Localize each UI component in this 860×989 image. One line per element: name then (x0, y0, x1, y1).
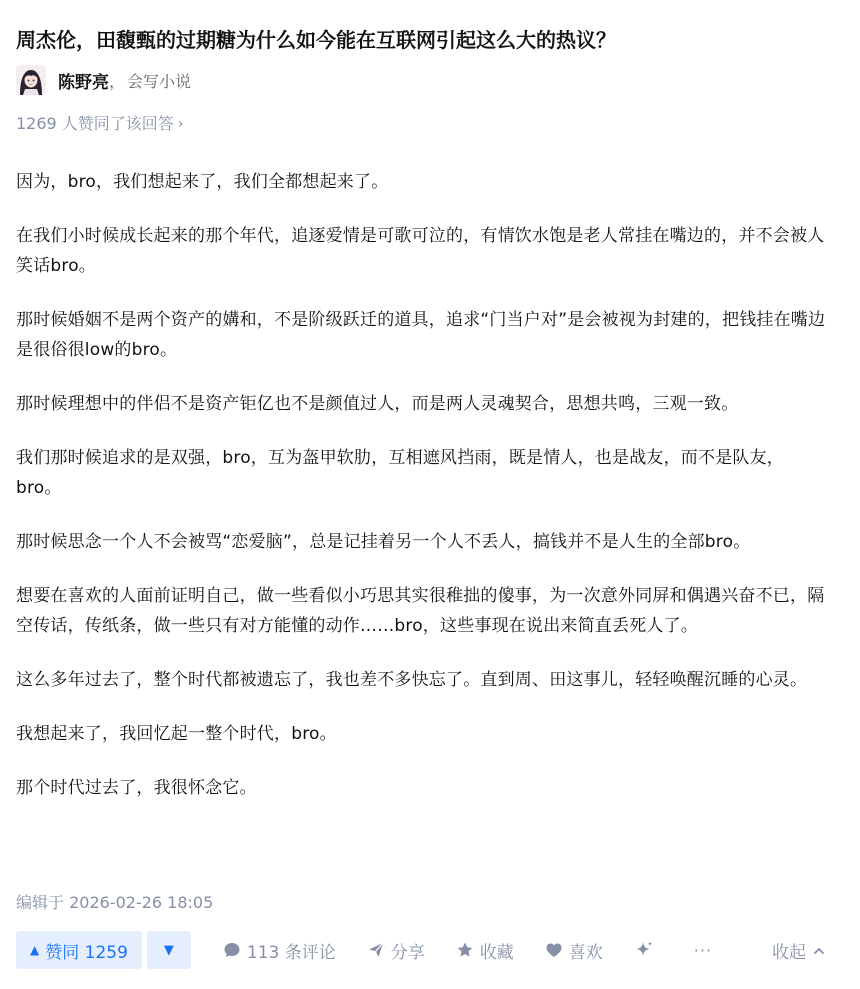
comment-icon (223, 941, 241, 959)
vote-down-button[interactable] (147, 931, 191, 969)
paragraph: 这么多年过去了，整个时代都被遗忘了，我也差不多快忘了。直到周、田这事儿，轻轻唤醒沉睡的心灵。 (16, 670, 808, 690)
paragraph: 因为，bro，我们想起来了，我们全都想起来了。 (16, 172, 389, 192)
author-bio: 会写小说 (127, 71, 192, 91)
collapse-button[interactable] (772, 938, 826, 963)
edit-timestamp[interactable]: 编辑于 2026-02-26 18:05 (16, 893, 214, 912)
voters-link[interactable] (16, 112, 183, 136)
paragraph: 那时候思念一个人不会被骂“恋爱脑”，总是记挂着另一个人不丢人，搞钱并不是人生的全部bro。 (16, 532, 751, 552)
avatar[interactable] (16, 65, 46, 95)
triangle-down-icon: ▼ (163, 942, 174, 958)
favorite-button[interactable] (456, 938, 514, 963)
favorite-label: 收藏 (479, 942, 514, 963)
paragraph: 想要在喜欢的人面前证明自己，做一些看似小巧思其实很稚拙的傻事，为一次意外同屏和偶遇兴奋不已，隔空传话，传纸条，做一些只有对方能懂的动作……bro，这些事现在说出来简直丢死人了。 (16, 586, 825, 636)
author-info (16, 64, 191, 96)
comment-label: 113 条评论 (246, 942, 336, 963)
share-label: 分享 (390, 942, 425, 963)
collapse-label: 收起 (772, 943, 806, 963)
share-icon (367, 941, 385, 959)
like-button[interactable] (545, 938, 603, 963)
chevron-right-icon: › (177, 116, 184, 132)
chevron-up-icon (812, 944, 826, 958)
paragraph: 在我们小时候成长起来的那个年代，追逐爱情是可歌可泣的，有情饮水饱是老人常挂在嘴边的，并不会被人笑话bro。 (16, 226, 825, 276)
voters-count: 1269 人赞同了该回答 (16, 114, 174, 133)
ai-sparkle-button[interactable] (634, 940, 660, 960)
sparkle-icon (634, 940, 654, 960)
heart-icon (545, 941, 563, 959)
paragraph: 那个时代过去了，我很怀念它。 (16, 778, 257, 798)
paragraph: 那时候理想中的伴侣不是资产钜亿也不是颜值过人，而是两人灵魂契合，思想共鸣，三观一致。 (16, 394, 739, 414)
triangle-up-icon: ▲ (30, 943, 40, 957)
paragraph: 那时候婚姻不是两个资产的媾和，不是阶级跃迁的道具，追求“门当户对”是会被视为封建的，把钱挂在嘴边是很俗很low的bro。 (16, 310, 826, 360)
share-button[interactable] (367, 938, 425, 963)
action-bar (16, 930, 836, 970)
author-name[interactable]: 陈野亮 (58, 72, 109, 93)
question-title[interactable]: 周杰伦，田馥甄的过期糖为什么如今能在互联网引起这么大的热议？ (16, 28, 616, 52)
comment-button[interactable] (223, 938, 336, 963)
star-icon (456, 941, 474, 959)
paragraph: 我想起来了，我回忆起一整个时代，bro。 (16, 724, 337, 744)
more-button[interactable]: ··· (693, 940, 713, 960)
paragraph: 我们那时候追求的是双强，bro，互为盔甲软肋，互相遮风挡雨，既是情人，也是战友，而不是队友，bro。 (16, 448, 785, 498)
author-separator: ， (109, 71, 126, 91)
vote-up-label: 赞同 1259 (45, 942, 128, 963)
vote-up-button[interactable] (16, 931, 142, 969)
like-label: 喜欢 (568, 942, 603, 963)
answer-content (16, 167, 828, 827)
